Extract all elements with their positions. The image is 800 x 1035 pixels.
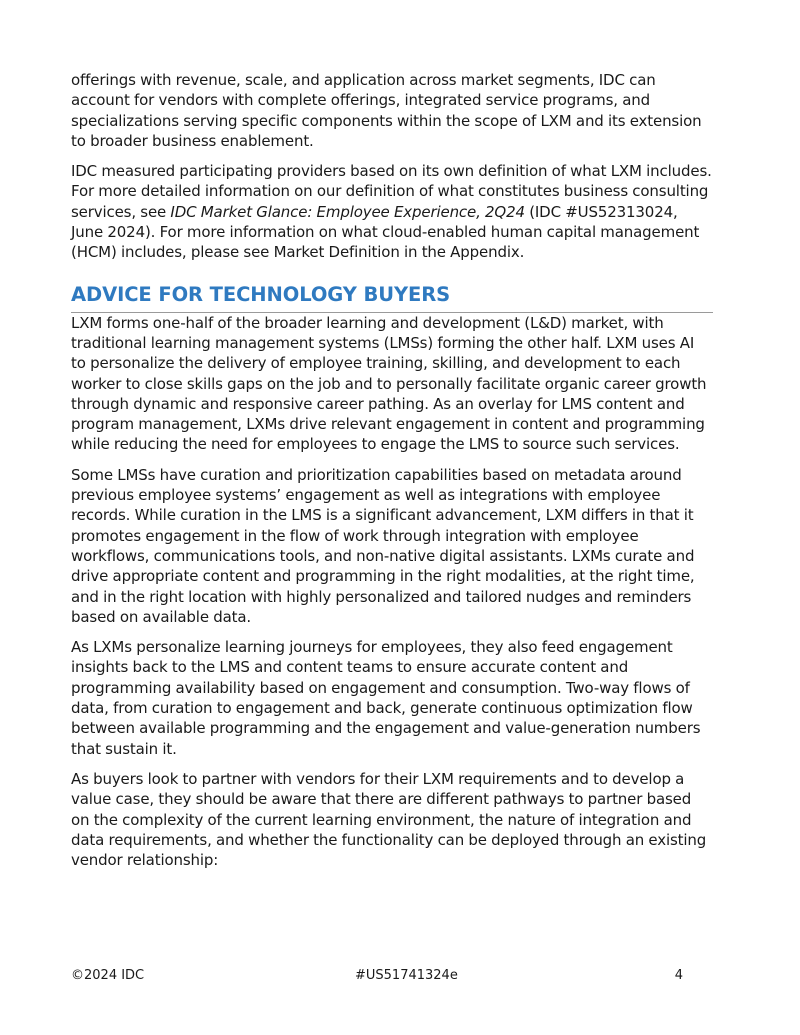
intro-paragraph-2-part2: (IDC #US52313024, June 2024). For more information on what cloud-enabled human capital management (HCM) includes, please see Market Definition in the Appendix. <box>71 202 700 262</box>
section-heading: ADVICE FOR TECHNOLOGY BUYERS <box>71 283 713 313</box>
intro-paragraph-2 <box>71 161 713 262</box>
body-paragraph-4: As buyers look to partner with vendors for their LXM requirements and to develop a value case, they should be aware that there are different pathways to partner based on the complexity of the current learning environment, the nature of integration and data requirements, and whether the functionality can be deployed through an existing vendor relationship: <box>71 769 707 870</box>
footer-doc-id: #US51741324e <box>355 968 458 983</box>
citation-title: IDC Market Glance: Employee Experience, 2Q24 <box>170 202 525 221</box>
intro-paragraph-2-part1: IDC measured participating providers based on its own definition of what LXM includes. For more detailed information on our definition of what constitutes business consulting services, see <box>71 162 712 221</box>
body-paragraph-2: Some LMSs have curation and prioritization capabilities based on metadata around previous employee systems’ engagement as well as integrations with employee records. While curation in the LMS is a significant advancement, LXM differs in that it promotes engagement in the flow of work through integration with employee workflows, communications tools, and non-native digital assistants. LXMs curate and drive appropriate content and programming in the right modalities, at the right time, and in the right location with highly personalized and tailored nudges and reminders based on available data. <box>71 465 695 626</box>
document-page <box>71 70 713 880</box>
intro-paragraph-1: offerings with revenue, scale, and application across market segments, IDC can account for vendors with complete offerings, integrated service programs, and specializations serving specific components within the scope of LXM and its extension to broader business enablement. <box>71 71 702 150</box>
body-paragraph-3: As LXMs personalize learning journeys for employees, they also feed engagement insights back to the LMS and content teams to ensure accurate content and programming availability based on engagement and consumption. Two-way flows of data, from curation to engagement and back, generate continuous optimization flow between available programming and the engagement and value-generation numbers that sustain it. <box>71 638 701 758</box>
footer-copyright: ©2024 IDC <box>71 968 145 983</box>
footer-page-number: 4 <box>674 968 683 983</box>
body-paragraph-1: LXM forms one-half of the broader learning and development (L&D) market, with traditional learning management systems (LMSs) forming the other half. LXM uses AI to personalize the delivery of employee training, skilling, and development to each worker to close skills gaps on the job and to personally facilitate organic career growth through dynamic and responsive career pathing. As an overlay for LMS content and program management, LXMs drive relevant engagement in content and programming while reducing the need for employees to engage the LMS to source such services. <box>71 313 707 454</box>
